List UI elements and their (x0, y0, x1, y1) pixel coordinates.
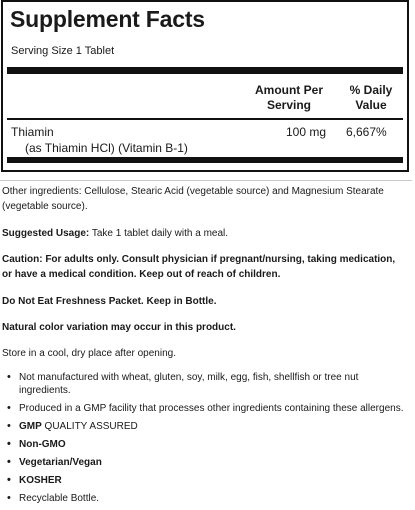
storage-instructions: Store in a cool, dry place after opening. (2, 348, 176, 359)
nutrient-source: (as Thiamin HCl) (Vitamin B-1) (25, 141, 188, 155)
amount-header-line2: Serving (266, 98, 311, 112)
amount-per-serving-header (247, 83, 331, 113)
amount-header-line1: Amount Per (254, 83, 323, 97)
list-item (0, 438, 410, 451)
list-item (0, 371, 410, 397)
suggested-usage (2, 226, 407, 241)
list-item (0, 474, 410, 487)
suggested-usage-label: Suggested Usage: (2, 228, 90, 239)
caution-warning: Caution: For adults only. Consult physician if pregnant/nursing, taking medication, or have a medical condition. Keep out of reach of children. (2, 254, 396, 280)
other-ingredients: Other ingredients: Cellulose, Stearic Acid (vegetable source) and Magnesium Stearate (vegetable source). (2, 186, 384, 212)
daily-value-header (336, 83, 406, 113)
header-divider-line (7, 118, 403, 120)
claim-text: Recyclable Bottle. (19, 493, 100, 504)
claim-text-bold: Vegetarian/Vegan (19, 457, 102, 468)
suggested-usage-text: Take 1 tablet daily with a meal. (89, 228, 229, 239)
supplement-facts-panel (1, 0, 409, 172)
freshness-packet-warning: Do Not Eat Freshness Packet. Keep in Bottle. (2, 296, 217, 307)
dv-header-line2: Value (355, 98, 387, 112)
list-item (0, 420, 410, 433)
list-item (0, 456, 410, 469)
claim-text-rest: QUALITY ASSURED (41, 421, 138, 432)
claim-text-bold: Non-GMO (19, 439, 66, 450)
list-item (0, 402, 410, 415)
product-claims-list (0, 371, 410, 510)
nutrient-daily-value: 6,667% (346, 125, 387, 139)
claim-text-bold: KOSHER (19, 475, 62, 486)
color-variation-note: Natural color variation may occur in this product. (2, 322, 236, 333)
section-separator (0, 180, 412, 181)
supplement-facts-title: Supplement Facts (10, 6, 205, 32)
bottom-divider-bar (7, 157, 403, 163)
dv-header-line1: % Daily (349, 83, 393, 97)
nutrient-name: Thiamin (11, 125, 54, 139)
claim-text: Not manufactured with wheat, gluten, soy, milk, egg, fish, shellfish or tree nut ingredients. (19, 372, 359, 396)
claim-text: Produced in a GMP facility that processes other ingredients containing these allergens. (19, 403, 404, 414)
serving-size: Serving Size 1 Tablet (11, 45, 115, 57)
nutrient-amount: 100 mg (286, 125, 327, 139)
top-divider-bar (7, 67, 403, 74)
claim-text-bold: GMP (19, 421, 42, 432)
list-item (0, 492, 410, 505)
